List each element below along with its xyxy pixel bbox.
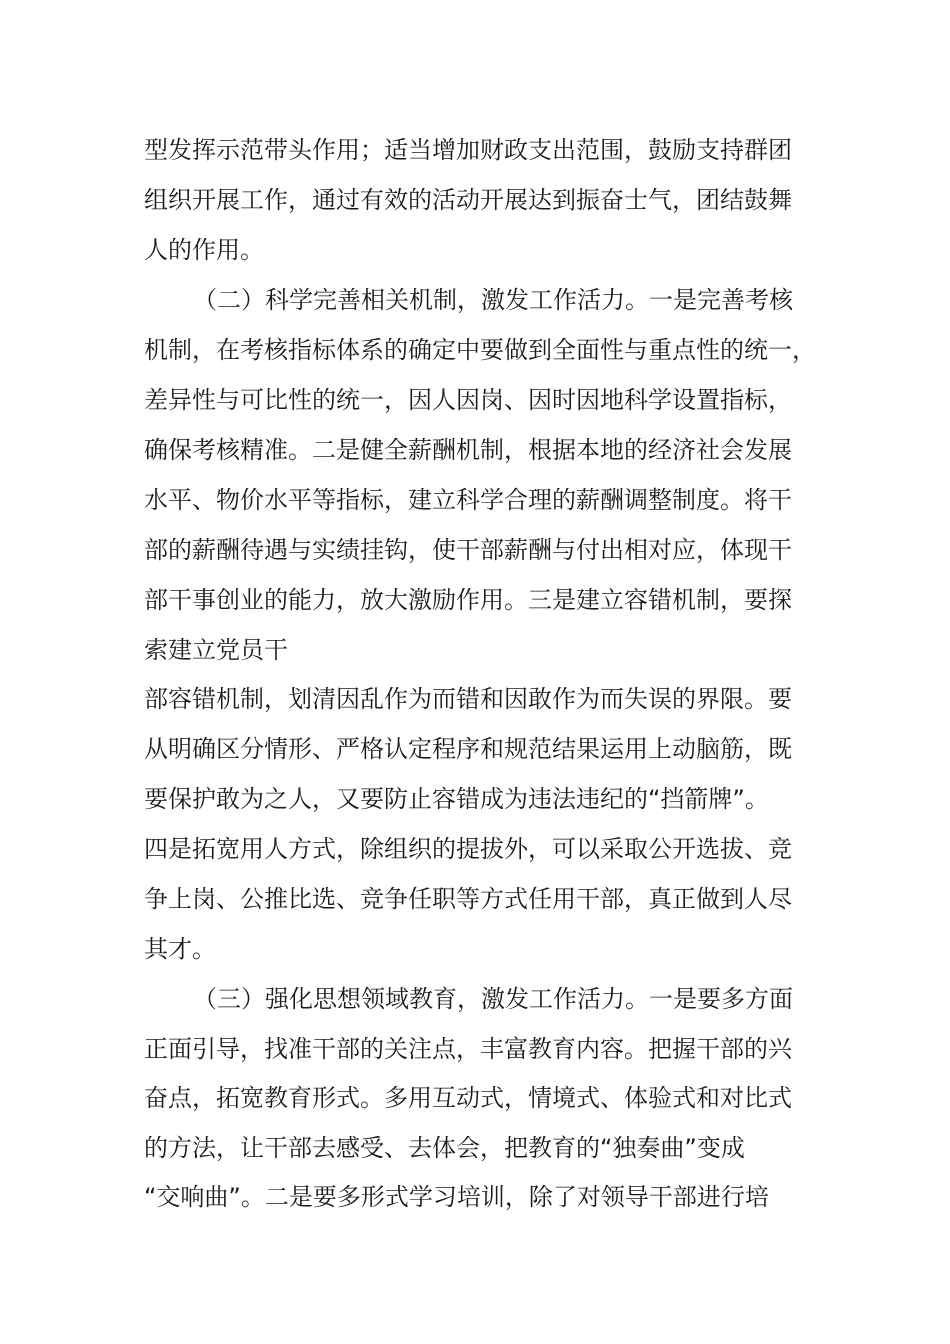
paragraph-heading-line: （二）科学完善相关机制，激发工作活力。一是完善考核 [193,286,793,314]
text-line: 差异性与可比性的统一，因人因岗、因时因地科学设置指标， [144,386,792,414]
text-line: 要保护敢为之人，又要防止容错成为违法违纪的“挡箭牌”。 [144,785,769,813]
text-line: 索建立党员干 [144,636,288,664]
text-line: “交响曲”。二是要多形式学习培训，除了对领导干部进行培 [144,1183,769,1211]
text-line: 争上岗、公推比选、竞争任职等方式任用干部，真正做到人尽 [144,885,792,913]
text-line: 型发挥示范带头作用；适当增加财政支出范围，鼓励支持群团 [144,136,792,164]
text-line: 水平、物价水平等指标，建立科学合理的薪酬调整制度。将干 [144,486,792,514]
paragraph-heading-line: （三）强化思想领域教育，激发工作活力。一是要多方面 [193,985,793,1013]
text-line: 人的作用。 [144,236,264,264]
text-line: 从明确区分情形、严格认定程序和规范结果运用上动脑筋，既 [144,735,792,763]
text-line: 确保考核精准。二是健全薪酬机制，根据本地的经济社会发展 [144,436,792,464]
text-line: 机制，在考核指标体系的确定中要做到全面性与重点性的统一， [144,336,816,364]
text-line: 部干事创业的能力，放大激励作用。三是建立容错机制，要探 [144,586,792,614]
text-line: 部容错机制，划清因乱作为而错和因敢作为而失误的界限。要 [144,685,792,713]
text-line: 部的薪酬待遇与实绩挂钩，使干部薪酬与付出相对应，体现干 [144,536,792,564]
text-line: 奋点，拓宽教育形式。多用互动式，情境式、体验式和对比式 [144,1084,792,1112]
text-line: 其才。 [144,935,216,963]
text-line: 组织开展工作，通过有效的活动开展达到振奋士气，团结鼓舞 [144,186,792,214]
text-line: 正面引导，找准干部的关注点，丰富教育内容。把握干部的兴 [144,1035,792,1063]
text-line: 的方法，让干部去感受、去体会，把教育的“独奏曲”变成 [144,1134,745,1162]
text-line: 四是拓宽用人方式，除组织的提拔外，可以采取公开选拔、竞 [144,835,792,863]
